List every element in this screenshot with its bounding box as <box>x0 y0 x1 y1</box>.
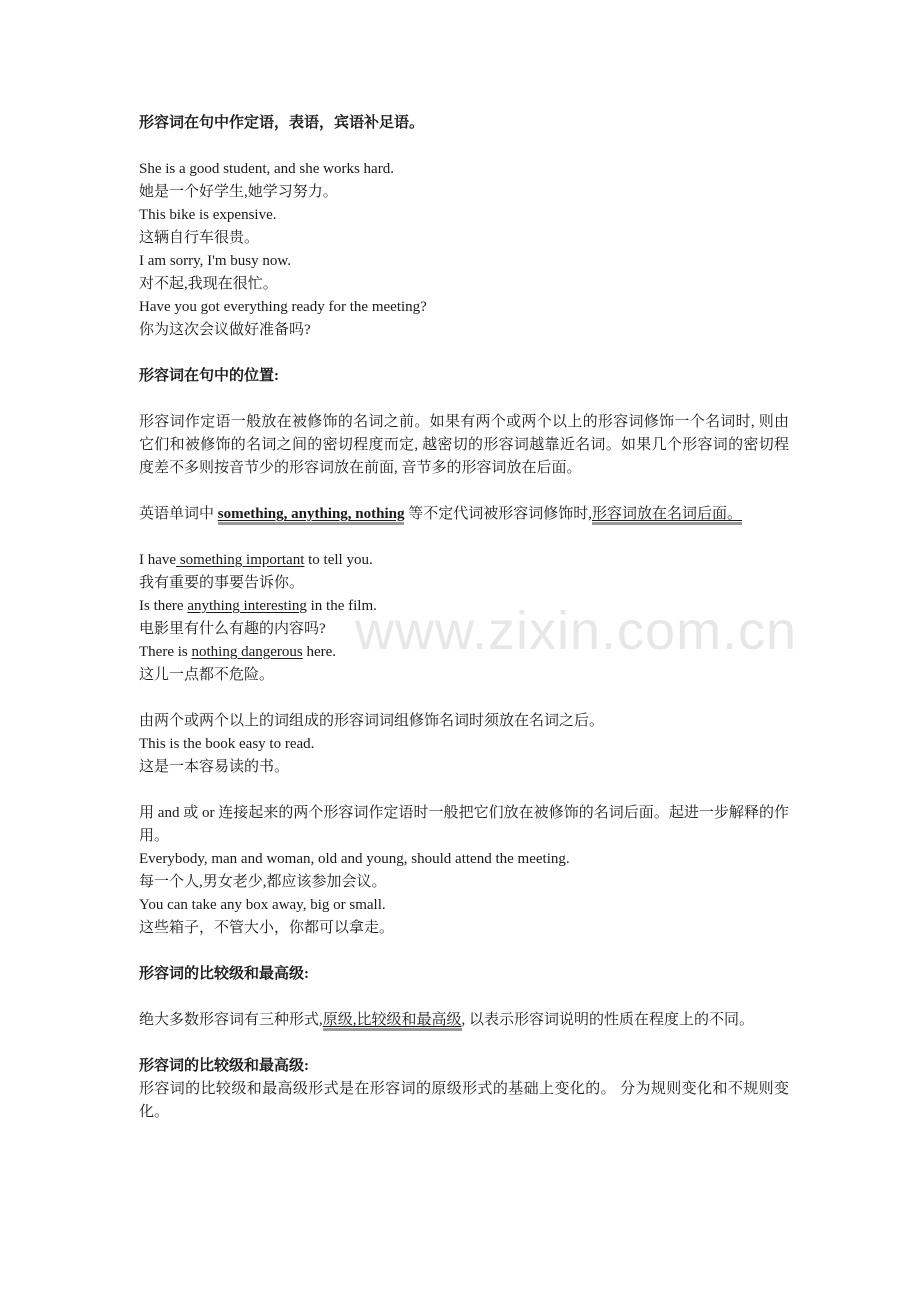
example-line: 每一个人,男女老少,都应该参加会议。 <box>139 874 387 890</box>
underlined-phrase: something important <box>176 552 305 568</box>
example-line <box>139 641 789 664</box>
example-line: 电影里有什么有趣的内容吗? <box>139 621 326 637</box>
document-body <box>139 112 789 1124</box>
paragraph-position: 形容词作定语一般放在被修饰的名词之前。如果有两个或两个以上的形容词修饰一个名词时, 则由它们和被修饰的名词之间的密切程度而定, 越密切的形容词越靠近名词。如果几个形容词的密切程度差不多则按音节少的形容词放在前面, 音节多的形容词放在后面。 <box>139 414 789 476</box>
example-line: 我有重要的事要告诉你。 <box>139 575 305 591</box>
example-line <box>139 549 789 572</box>
example-line: Everybody, man and woman, old and young, should attend the meeting. <box>139 851 570 867</box>
example-line: 她是一个好学生,她学习努力。 <box>139 184 338 200</box>
underlined-phrase: nothing dangerous <box>191 644 303 660</box>
example-line: 你为这次会议做好准备吗? <box>139 322 311 338</box>
highlighted-words: something, anything, nothing <box>218 506 405 525</box>
text-segment: to tell you. <box>304 552 373 568</box>
text-segment: 等不定代词被形容词修饰时, <box>404 506 592 522</box>
section-heading-comparison-2: 形容词的比较级和最高级: <box>139 1058 309 1074</box>
text-segment: I have <box>139 552 177 568</box>
text-segment: in the film. <box>306 598 377 614</box>
watermark: www.zixin.com.cn <box>355 601 798 661</box>
rule-and-or: 用 and 或 or 连接起来的两个形容词作定语时一般把它们放在被修饰的名词后面。起进一步解释的作用。 <box>139 805 789 844</box>
highlighted-rule: 形容词放在名词后面。 <box>592 506 742 525</box>
highlighted-forms: 原级,比较级和最高级 <box>323 1012 462 1031</box>
example-line: This bike is expensive. <box>139 207 277 223</box>
section-heading-usage: 形容词在句中作定语，表语，宾语补足语。 <box>139 115 425 131</box>
example-line: 对不起,我现在很忙。 <box>139 276 278 292</box>
section-heading-comparison: 形容词的比较级和最高级: <box>139 966 309 982</box>
example-line: I am sorry, I'm busy now. <box>139 253 291 269</box>
example-line: Have you got everything ready for the meeting? <box>139 299 427 315</box>
rule-indefinite-pronouns <box>139 503 789 526</box>
text-segment: There is <box>139 644 192 660</box>
example-line: 这儿一点都不危险。 <box>139 667 275 683</box>
example-line: 这些箱子，不管大小，你都可以拿走。 <box>139 920 395 936</box>
example-line: 这辆自行车很贵。 <box>139 230 260 246</box>
text-segment: 英语单词中 <box>139 506 218 522</box>
text-segment: here. <box>302 644 337 660</box>
example-line: 这是一本容易读的书。 <box>139 759 290 775</box>
paragraph-three-forms <box>139 1009 789 1032</box>
text-segment: 绝大多数形容词有三种形式, <box>139 1012 323 1028</box>
text-segment: Is there <box>139 598 188 614</box>
paragraph-regular-irregular: 形容词的比较级和最高级形式是在形容词的原级形式的基础上变化的。 分为规则变化和不规则变化。 <box>139 1081 789 1120</box>
example-line: This is the book easy to read. <box>139 736 315 752</box>
example-line: You can take any box away, big or small. <box>139 897 386 913</box>
example-line <box>139 595 789 618</box>
rule-phrase-modifier: 由两个或两个以上的词组成的形容词词组修饰名词时须放在名词之后。 <box>139 713 605 729</box>
section-heading-position: 形容词在句中的位置: <box>139 368 279 384</box>
underlined-phrase: anything interesting <box>187 598 307 614</box>
text-segment: , 以表示形容词说明的性质在程度上的不同。 <box>461 1012 755 1028</box>
example-line: She is a good student, and she works hard. <box>139 161 394 177</box>
